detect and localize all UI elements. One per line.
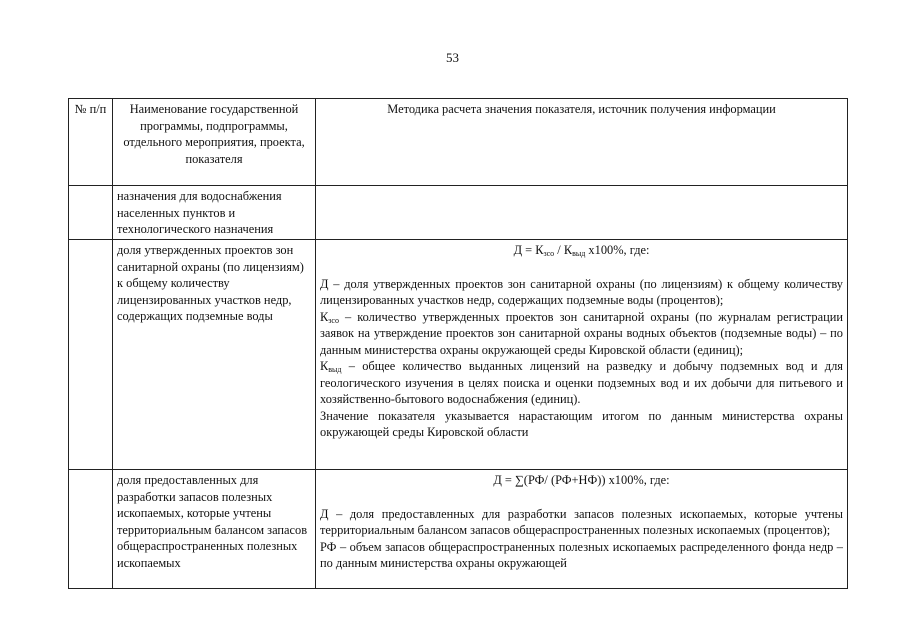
table-row: [69, 186, 848, 240]
indicator-table: [68, 98, 848, 589]
table-row: [69, 470, 848, 589]
row-method-cell: [316, 470, 848, 589]
row-num-cell: [69, 470, 113, 589]
row-method-cell: [316, 186, 848, 240]
header-name: Наименование государственной программы, подпрограммы, отдельного мероприятия, проекта, показателя: [113, 99, 316, 186]
definition-d: Д – доля утвержденных проектов зон санитарной охраны (по лицензиям) к общему количеству лицензированных участков недр, содержащих подземные воды (процентов);: [320, 276, 843, 307]
formula: $Д = К_{зсо} / К_{выд}$ х100%, где:: [513, 243, 650, 258]
row-name-cell: доля предоставленных для разработки запасов полезных ископаемых, которые учтены территориальным балансом запасов общераспространенных полезных ископаемых: [113, 470, 316, 589]
row-method-cell: [316, 240, 848, 470]
row-name-cell: доля утвержденных проектов зон санитарной охраны (по лицензиям) к общему количеству лицензированных участков недр, содержащих подземные воды: [113, 240, 316, 470]
row-name-cell: назначения для водоснабжения населенных пунктов и технологического назначения: [113, 186, 316, 240]
formula: Д = ∑(РФ/ (РФ+НФ)) х100%, где:: [493, 473, 670, 487]
definition-rf: РФ – объем запасов общераспространенных полезных ископаемых распределенного фонда недр – по данным министерства охраны окружающей: [320, 539, 843, 570]
table-header-row: [69, 99, 848, 186]
row-num-cell: [69, 240, 113, 470]
header-method: Методика расчета значения показателя, источник получения информации: [316, 99, 848, 186]
definition-d: Д – доля предоставленных для разработки запасов полезных ископаемых, которые учтены территориальным балансом запасов общераспространенных полезных ископаемых (процентов);: [320, 506, 843, 537]
definition-kzso: $К_{зсо}$ – количество утвержденных проектов зон санитарной охраны (по журналам регистрации заявок на утверждение проектов зон санитарной охраны водных объектов (подземные воды) – по данным министерства охраны окружающей среды Кировской области (единиц);: [320, 309, 843, 357]
table-row: [69, 240, 848, 470]
row-num-cell: [69, 186, 113, 240]
page-number: 53: [446, 50, 459, 65]
header-num: № п/п: [69, 99, 113, 186]
definition-kvyd: $К_{выд}$ – общее количество выданных лицензий на разведку и добычу подземных вод и для геологического изучения в целях поиска и оценки подземных вод и их добычи для питьевого и хозяйственно-бытового водоснабжения (единиц).: [320, 359, 843, 406]
note: Значение показателя указывается нарастающим итогом по данным министерства охраны окружающей среды Кировской области: [320, 408, 843, 439]
